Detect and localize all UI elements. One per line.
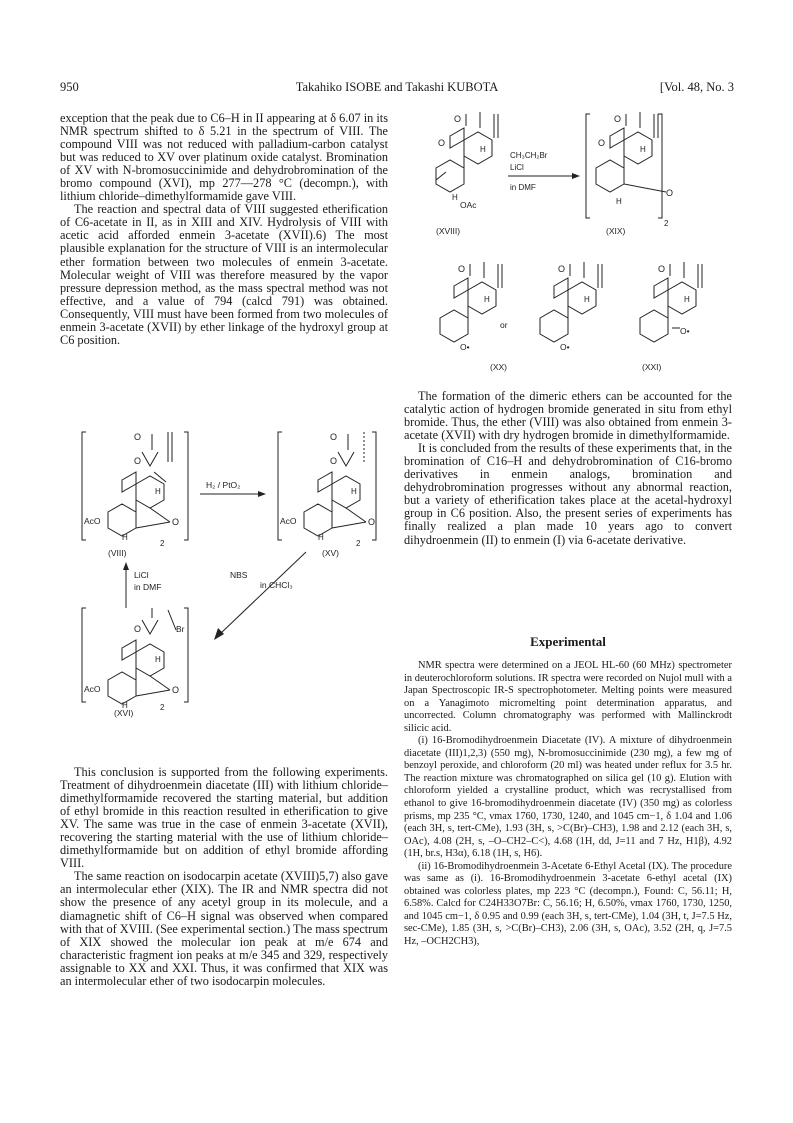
atom-o: O <box>666 188 674 198</box>
radical-o: O• <box>460 342 470 352</box>
atom-o: O <box>658 264 666 274</box>
label-oac: OAc <box>460 200 477 210</box>
atom-o: O <box>458 264 466 274</box>
atom-o: O <box>134 456 142 466</box>
atom-h: H <box>122 701 128 710</box>
atom-br: Br <box>176 624 185 634</box>
atom-h: H <box>484 295 490 304</box>
atom-o: O <box>134 624 142 634</box>
reagent-nbs: NBS <box>230 570 248 580</box>
page-number: 950 <box>60 80 79 94</box>
paragraph: The formation of the dimeric ethers can be accounted for the catalytic action of hydrogen bromide generated in situ from ethyl bromide. Thus, the ether (VIII) was also obtained from enmein 3-acetate (XVII) with dry hydrogen bromide in dimethylformamide. <box>404 389 732 443</box>
paragraph: (i) 16-Bromodihydroenmein Diacetate (IV). A mixture of dihydroenmein diacetate (III)1,2,3) (550 mg), N-bromosuccinimide (230 mg), a few mg of benzoyl peroxide, and chloroform (20 ml) was heated under reflux for 3.5 hr. The reaction mixture was chromatographed on silica gel (10 g). Elution with chloroform yielded a crystalline product, which was recrystallised from ethanol to give 16-bromodihydroenmein diacetate (IV) (350 mg) as colorless prisms, mp 235 °C, νmax 1760, 1730, 1240, and 1045 cm−1, δ 1.04 and 1.06 (each 3H, s, tert-CMe), 1.93 (3H, s, >C(Br)–CH3), 1.98 and 2.12 (each 3H, s, OAc), 4.08 (2H, s, –O–CH2–C<), 4.68 (1H, dd, J=11 and 7 Hz, H1β), 4.92 (1H, br.s, H3α), 6.18 (1H, s, H6). <box>404 735 732 860</box>
reagent-dmf: in DMF <box>510 183 536 192</box>
atom-o: O <box>614 114 622 124</box>
atom-h: H <box>155 487 161 496</box>
atom-o: O <box>598 138 606 148</box>
atom-o: O <box>368 517 376 527</box>
structure-xx-b <box>540 262 602 352</box>
compound-label-xvi: (XVI) <box>114 708 134 718</box>
subscript-2: 2 <box>356 539 361 548</box>
compound-label-xix: (XIX) <box>606 226 626 236</box>
paragraph: NMR spectra were determined on a JEOL HL-60 (60 MHz) spectrometer in deuterochloroform solutions. IR spectra were recorded on Nujol mull with a Japan Spectroscopic IR-S spectrophotometer. Melting points were measured on a Yanagimoto micromelting point determination apparatus, and uncorrected. Column chromatography was performed with Mallinckrodt silicic acid. <box>404 660 732 734</box>
radical-o: O• <box>560 342 570 352</box>
structure-xvi <box>84 608 185 712</box>
subscript-2: 2 <box>160 539 165 548</box>
structure-xxi <box>640 262 702 342</box>
reagent-h2-pto2: H₂ / PtO₂ <box>206 480 241 490</box>
subscript-2: 2 <box>160 703 165 712</box>
radical-o: O• <box>680 326 690 336</box>
atom-h: H <box>155 655 161 664</box>
structure-viii <box>84 432 179 548</box>
section-title-experimental: Experimental <box>530 634 606 649</box>
paragraph: exception that the peak due to C6–H in II appearing at δ 6.07 in its NMR spectrum shifted to δ 5.21 in the spectrum of VIII. The compound VIII was not reduced with palladium-carbon catalyst but was reduced to XV over platinum oxide catalyst. Bromination of XV with N-bromosuccinimide and dehydrobromination of the bromo compound (XVI), mp 277—278 °C (decompn.), with lithium chloride–dimethylformamide gave VIII. <box>60 111 388 204</box>
paragraph: The same reaction on isodocarpin acetate (XVIII)5,7) also gave an intermolecular ether (XIX). The IR and NMR spectra did not show the presence of any acetyl group in its molecule, and a diamagnetic shift of C6–H signal was observed when compared with that of XVIII. (See experimental section.) The mass spectrum of XIX showed the molecular ion peak at m/e 674 and characteristic fragment ion peaks at m/e 345 and 329, respectively assignable to XX and XXI. Thus, it was confirmed that XIX was an intermolecular ether of two isodocarpin molecules. <box>60 869 388 988</box>
atom-h: H <box>640 145 646 154</box>
atom-o: O <box>172 517 180 527</box>
left-column-bottom <box>60 766 388 988</box>
reaction-scheme-left <box>70 412 400 718</box>
atom-h: H <box>122 533 128 542</box>
paragraph: The reaction and spectral data of VIII suggested etherification of C6-acetate in II, as in XIII and XIV. Hydrolysis of VIII with acetic acid afforded enmein 3-acetate (XVII).6) The most plausible explanation for the structure of VIII is an intermolecular ether formation between two molecules of enmein 3-acetate. Molecular weight of VIII was therefore measured by the vapor pressure depression method, as the mass spectral method was not effective, and a value of 794 (calcd 791) was obtained. Consequently, VIII must have been formed from two molecules of enmein 3-acetate (XVII) by ether linkage of the hydroxyl group at C6 position. <box>60 202 388 347</box>
atom-h: H <box>351 487 357 496</box>
reagent-chcl3: in CHCl₃ <box>260 580 293 590</box>
left-column-top <box>60 112 388 347</box>
atom-o: O <box>330 432 338 442</box>
atom-o: O <box>172 685 180 695</box>
experimental-section <box>404 660 732 949</box>
label-aco: AcO <box>84 684 101 694</box>
connector-or: or <box>500 320 508 330</box>
atom-o: O <box>438 138 446 148</box>
reagent-licl: LiCl <box>134 570 149 580</box>
atom-o: O <box>134 432 142 442</box>
reagent-licl: LiCl <box>510 163 524 172</box>
compound-label-xv: (XV) <box>322 548 339 558</box>
paragraph: This conclusion is supported from the following experiments. Treatment of dihydroenmein diacetate (III) with lithium chloride–dimethylformamide recovered the starting material, but addition of ethyl bromide in this reaction resulted in etherification to give XV. The same was true in the case of enmein 3-acetate (XVII), recovering the starting material with the use of lithium chloride–dimethylformamide but on addition of ethyl bromide affording VIII. <box>60 765 388 871</box>
page-header <box>60 80 734 100</box>
structure-xviii <box>436 112 498 210</box>
paragraph: (ii) 16-Bromodihydroenmein 3-Acetate 6-Ethyl Acetal (IX). The procedure was same as (i). 16-Bromodihydroenmein 3-acetate 6-ethyl acetal (IX) obtained was colorless plates, mp 223 °C (decompn.), Found: C, 56.11; H, 6.58%. Calcd for C24H33O7Br: C, 56.16; H, 6.50%, νmax 1760, 1730, 1250, and 1045 cm−1, δ 0.95 and 0.99 (each 3H, s, tert-CMe), 1.04 (3H, t, J=7.5 Hz, sec-CMe), 1.85 (3H, s, >C(Br)–CH3), 2.06 (3H, s, OAc), 3.52 (2H, q, J=7.5 Hz, –OCH2CH3), <box>404 860 732 948</box>
reaction-scheme-right <box>406 108 740 378</box>
compound-label-viii: (VIII) <box>108 548 127 558</box>
compound-label-xxi: (XXI) <box>642 362 662 372</box>
compound-label-xviii: (XVIII) <box>436 226 461 236</box>
compound-label-xx: (XX) <box>490 362 507 372</box>
atom-h: H <box>480 145 486 154</box>
running-authors: Takahiko ISOBE and Takashi KUBOTA <box>295 80 499 94</box>
subscript-2: 2 <box>664 219 669 228</box>
atom-o: O <box>558 264 566 274</box>
structure-xx-a <box>440 262 502 352</box>
label-aco: AcO <box>280 516 297 526</box>
atom-h: H <box>684 295 690 304</box>
structure-xv <box>280 432 375 548</box>
atom-h: H <box>616 197 622 206</box>
atom-h: H <box>584 295 590 304</box>
structure-xix <box>596 112 673 228</box>
volume-info: [Vol. 48, No. 3 <box>659 80 734 94</box>
right-column-text <box>404 390 732 547</box>
atom-h: H <box>452 193 458 202</box>
paragraph: It is concluded from the results of these experiments that, in the bromination of C16–H and dehydrobromination of C16-bromo derivatives in enmein analogs, bromination and dehydrobromination progresses without any abnormal reaction, but a variety of etherification takes place at the acetal-hydroxyl group in C6 position. Also, the present series of experiments has finally realized a plan made 10 years ago to convert dihydroenmein (II) to enmein (I) via 6-acetate derivative. <box>404 441 732 547</box>
atom-h: H <box>318 533 324 542</box>
reagent-ethylbromide: CH₃CH₂Br <box>510 151 548 160</box>
label-aco: AcO <box>84 516 101 526</box>
reagent-dmf: in DMF <box>134 582 162 592</box>
atom-o: O <box>454 114 462 124</box>
atom-o: O <box>330 456 338 466</box>
